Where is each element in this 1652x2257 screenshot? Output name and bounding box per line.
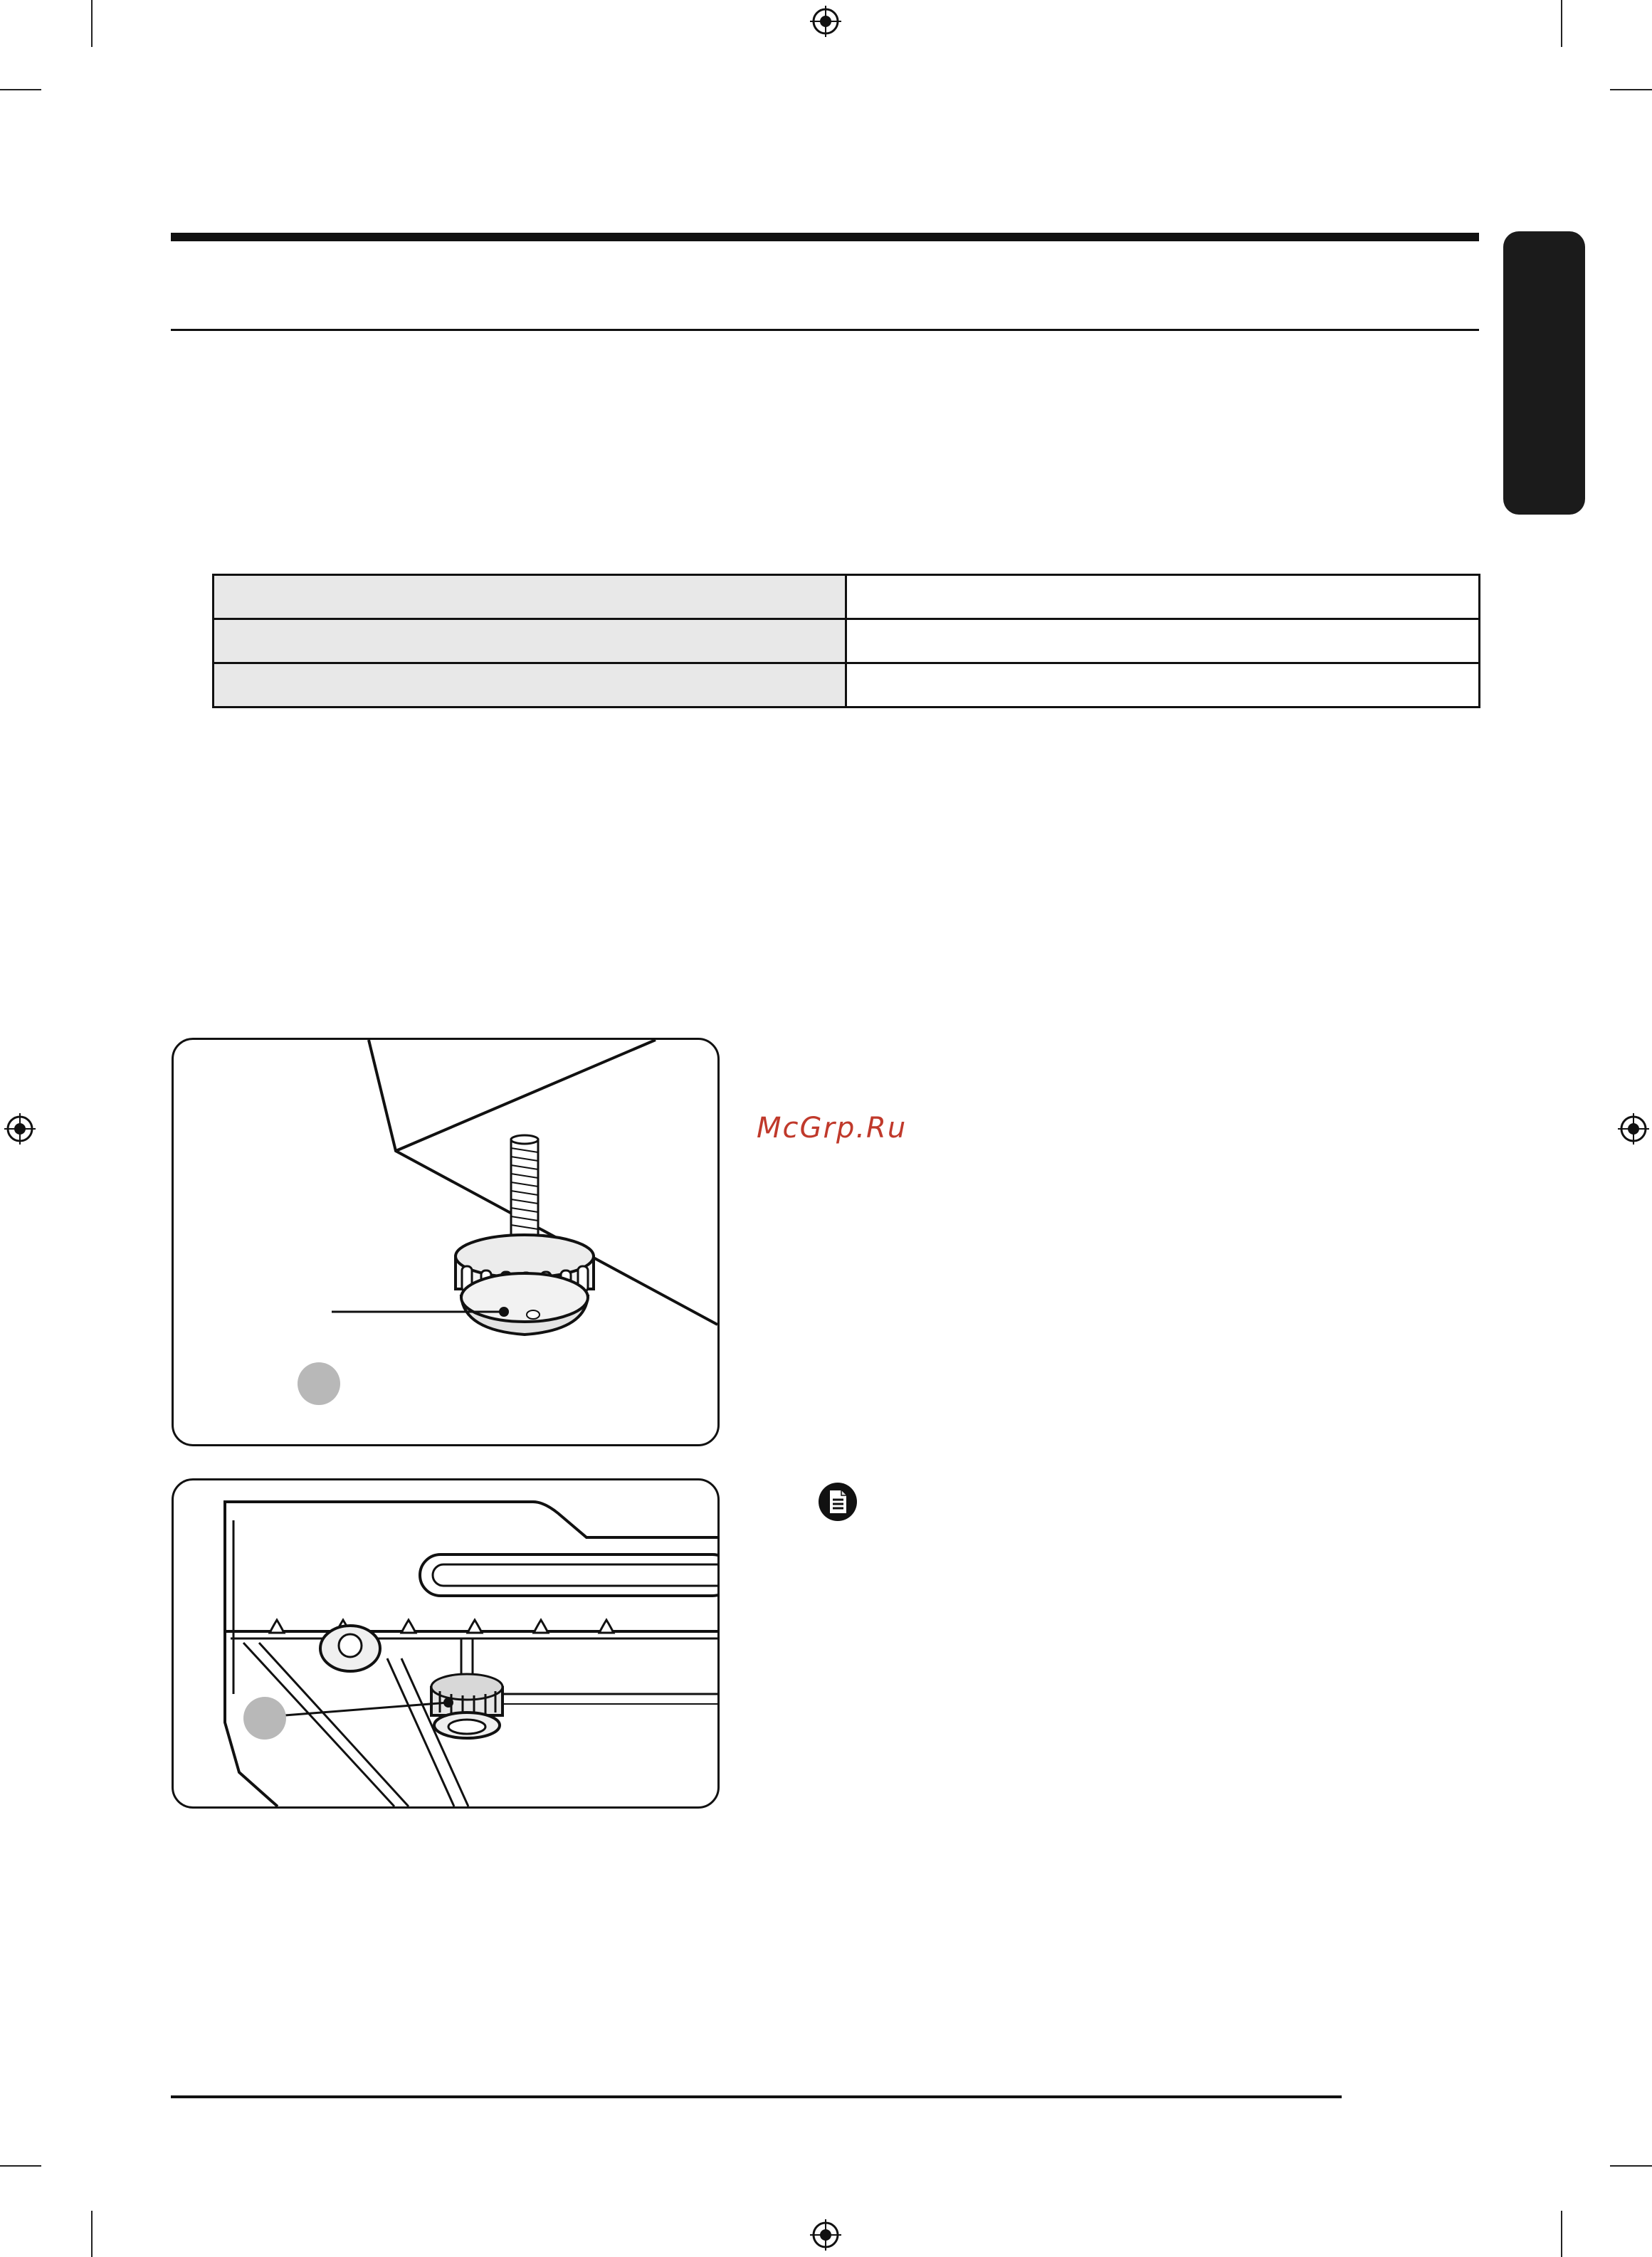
table-row <box>214 575 1480 619</box>
crop-mark-top-left-h <box>0 89 41 90</box>
figure-underside-view <box>172 1478 720 1809</box>
table-cell-label <box>214 663 846 707</box>
registration-mark-icon <box>810 2219 841 2251</box>
registration-mark-icon <box>1618 1113 1649 1145</box>
chapter-side-tab <box>1503 231 1585 515</box>
table-cell-value <box>846 575 1480 619</box>
crop-mark-bottom-right-h <box>1610 2165 1652 2167</box>
registration-mark-icon <box>810 6 841 37</box>
footer-rule <box>171 2095 1342 2098</box>
table-cell-value <box>846 663 1480 707</box>
crop-mark-top-right-v <box>1561 0 1562 47</box>
table-row <box>214 663 1480 707</box>
table-cell-label <box>214 575 846 619</box>
crop-mark-top-right-h <box>1610 89 1652 90</box>
crop-mark-top-left-v <box>91 0 93 47</box>
figure-leveling-foot <box>172 1038 720 1446</box>
crop-mark-bottom-left-h <box>0 2165 41 2167</box>
table-row <box>214 619 1480 663</box>
table-cell-label <box>214 619 846 663</box>
registration-mark-icon <box>4 1113 36 1145</box>
underside-illustration <box>174 1480 717 1806</box>
crop-mark-bottom-left-v <box>91 2211 93 2257</box>
note-icon <box>818 1482 858 1522</box>
crop-mark-bottom-right-v <box>1561 2211 1562 2257</box>
leveling-foot-illustration <box>174 1040 717 1444</box>
header-rule-thin <box>171 329 1479 331</box>
spec-table <box>212 574 1480 708</box>
callout-badge <box>298 1362 340 1405</box>
header-rule-thick <box>171 233 1479 241</box>
watermark-text: McGrp.Ru <box>757 1112 907 1145</box>
table-cell-value <box>846 619 1480 663</box>
callout-badge <box>243 1697 286 1740</box>
